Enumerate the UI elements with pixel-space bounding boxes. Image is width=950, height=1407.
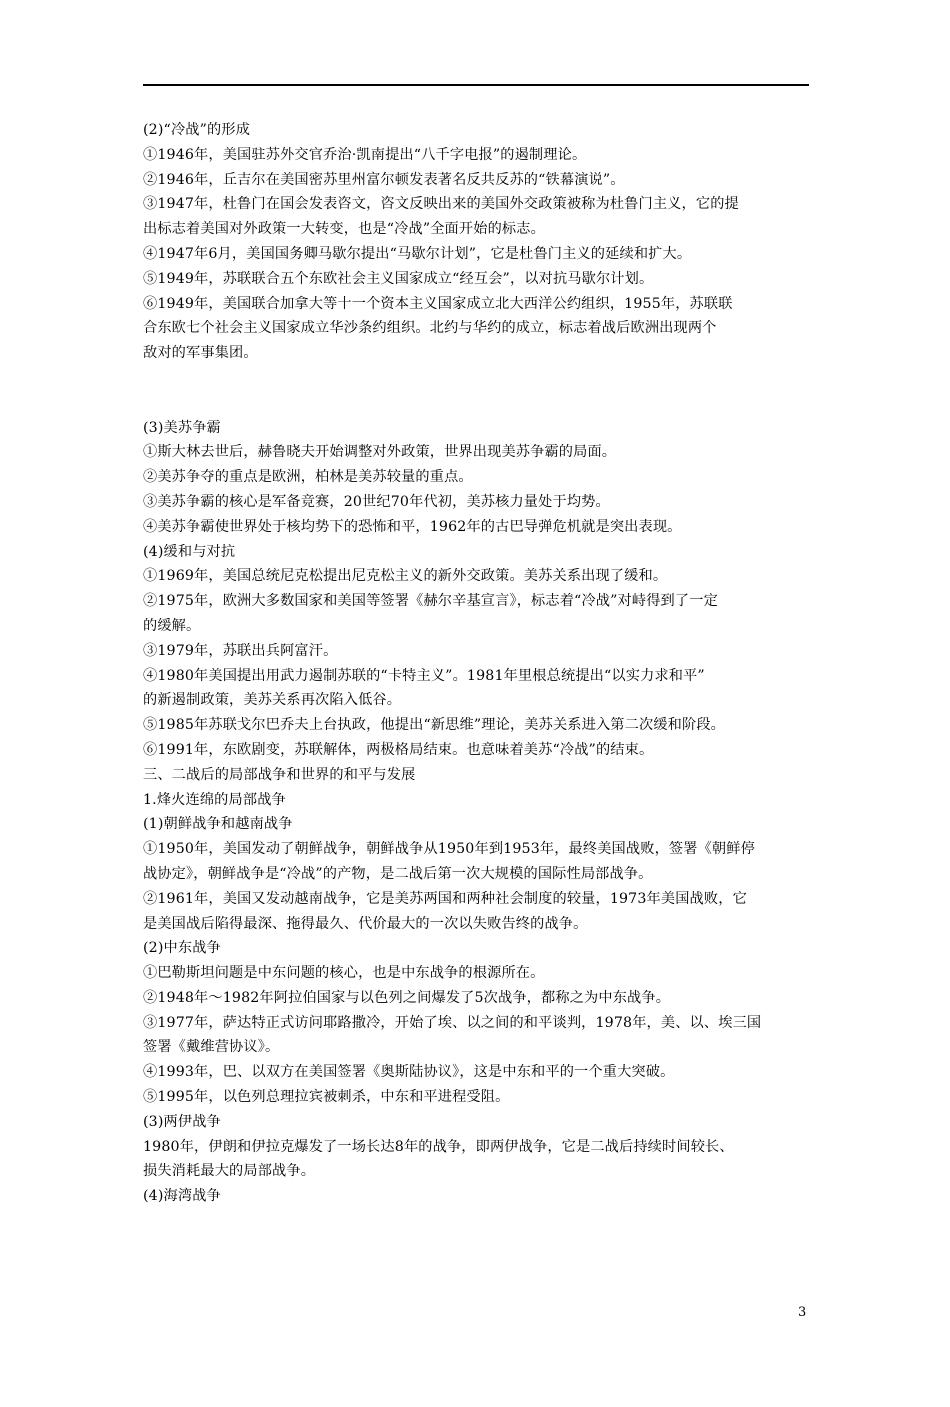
text-line: (4)海湾战争 (143, 1188, 221, 1205)
text-line: 战协定》，朝鲜战争是“冷战”的产物，是二战后第一次大规模的国际性局部战争。 (143, 865, 653, 882)
text-line: 签署《戴维营协议》。 (143, 1039, 280, 1056)
text-line: (2)“冷战”的形成 (143, 122, 251, 138)
section-cold-war-formation (143, 118, 815, 366)
text-line: ④美苏争霸使世界处于核均势下的恐怖和平，1962年的古巴导弹危机就是突出表现。 (143, 518, 682, 535)
text-line (143, 1308, 815, 1333)
text-line: ②美苏争夺的重点是欧洲，柏林是美苏较量的重点。 (143, 469, 473, 486)
text-line: ①巴勒斯坦问题是中东问题的核心，也是中东战争的根源所在。 (143, 965, 545, 982)
text-line (143, 1383, 815, 1407)
text-line (143, 1234, 815, 1259)
text-line: (2)中东战争 (143, 940, 221, 957)
text-line: ⑥1991年，东欧剧变，苏联解体，两极格局结束。也意味着美苏“冷战”的结束。 (143, 741, 654, 758)
text-line: ②1948年～1982年阿拉伯国家与以色列之间爆发了5次战争，都称之为中东战争。 (143, 989, 671, 1006)
text-line: ②1975年，欧洲大多数国家和美国等签署《赫尔辛基宣言》，标志着“冷战”对峙得到了一定 (143, 593, 718, 610)
text-line: 的新遏制政策，美苏关系再次陷入低谷。 (143, 692, 402, 709)
text-line: 是美国战后陷得最深、拖得最久、代价最大的一次以失败告终的战争。 (143, 915, 588, 932)
section-rivalry-and-wars (143, 416, 815, 1407)
text-line: 损失消耗最大的局部战争。 (143, 1163, 316, 1180)
text-line: ②1946年，丘吉尔在美国密苏里州富尔顿发表著名反共反苏的“铁幕演说”。 (143, 171, 625, 188)
page-number: 3 (798, 1305, 807, 1320)
text-line: (4)缓和与对抗 (143, 543, 236, 560)
text-line: (3)美苏争霸 (143, 419, 221, 436)
document-body (143, 118, 815, 1407)
text-line: ①斯大林去世后，赫鲁晓夫开始调整对外政策，世界出现美苏争霸的局面。 (143, 444, 617, 461)
text-line: (1)朝鲜战争和越南战争 (143, 816, 293, 833)
text-line: ⑤1985年苏联戈尔巴乔夫上台执政，他提出“新思维”理论，美苏关系进入第二次缓和阶段。 (143, 717, 726, 734)
header-rule (143, 84, 809, 86)
text-line: ⑤1949年，苏联联合五个东欧社会主义国家成立“经互会”，以对抗马歇尔计划。 (143, 270, 654, 287)
text-line: ①1950年，美国发动了朝鲜战争，朝鲜战争从1950年到1953年，最终美国战败，签署《朝鲜停 (143, 841, 755, 858)
text-line (143, 1358, 815, 1383)
text-line: ③1979年，苏联出兵阿富汗。 (143, 642, 338, 659)
text-line (143, 1259, 815, 1284)
text-line: ⑤1995年，以色列总理拉宾被刺杀，中东和平进程受阻。 (143, 1089, 510, 1106)
text-line: ③1977年，萨达特正式访问耶路撒冷，开始了埃、以之间的和平谈判，1978年，美、以、埃三国 (143, 1014, 762, 1031)
paragraph-gap (143, 391, 815, 416)
text-line: ⑥1949年，美国联合加拿大等十一个资本主义国家成立北大西洋公约组织，1955年，苏联联 (143, 295, 733, 312)
text-line: ③美苏争霸的核心是军备竞赛，20世纪70年代初，美苏核力量处于均势。 (143, 493, 610, 510)
text-line (143, 1283, 815, 1308)
text-line (143, 1209, 815, 1234)
paragraph-gap (143, 366, 815, 391)
text-line: 1.烽火连绵的局部战争 (143, 791, 286, 808)
text-line: 三、二战后的局部战争和世界的和平与发展 (143, 766, 416, 783)
text-line: 的缓解。 (143, 617, 201, 634)
text-line: ②1961年，美国又发动越南战争，它是美苏两国和两种社会制度的较量，1973年美国战败，它 (143, 890, 747, 907)
text-line: 1980年，伊朗和伊拉克爆发了一场长达8年的战争，即两伊战争，它是二战后持续时间较长、 (143, 1138, 734, 1155)
text-line: ①1969年，美国总统尼克松提出尼克松主义的新外交政策。美苏关系出现了缓和。 (143, 568, 668, 585)
text-line: 出标志着美国对外政策一大转变，也是“冷战”全面开始的标志。 (143, 221, 545, 238)
text-line: ③1947年，杜鲁门在国会发表咨文，咨文反映出来的美国外交政策被称为杜鲁门主义，它的提 (143, 196, 739, 213)
text-line: ④1980年美国提出用武力遏制苏联的“卡特主义”。1981年里根总统提出“以实力求和平” (143, 667, 705, 684)
text-line: 合东欧七个社会主义国家成立华沙条约组织。北约与华约的成立，标志着战后欧洲出现两个 (143, 320, 717, 337)
text-line: 敌对的军事集团。 (143, 345, 258, 362)
text-line: ①1946年，美国驻苏外交官乔治·凯南提出“八千字电报”的遏制理论。 (143, 146, 587, 163)
text-line: ④1947年6月，美国国务卿马歇尔提出“马歇尔计划”，它是杜鲁门主义的延续和扩大。 (143, 245, 692, 262)
text-line: ④1993年，巴、以双方在美国签署《奥斯陆协议》，这是中东和平的一个重大突破。 (143, 1064, 675, 1081)
text-line: (3)两伊战争 (143, 1113, 221, 1130)
text-line (143, 1333, 815, 1358)
